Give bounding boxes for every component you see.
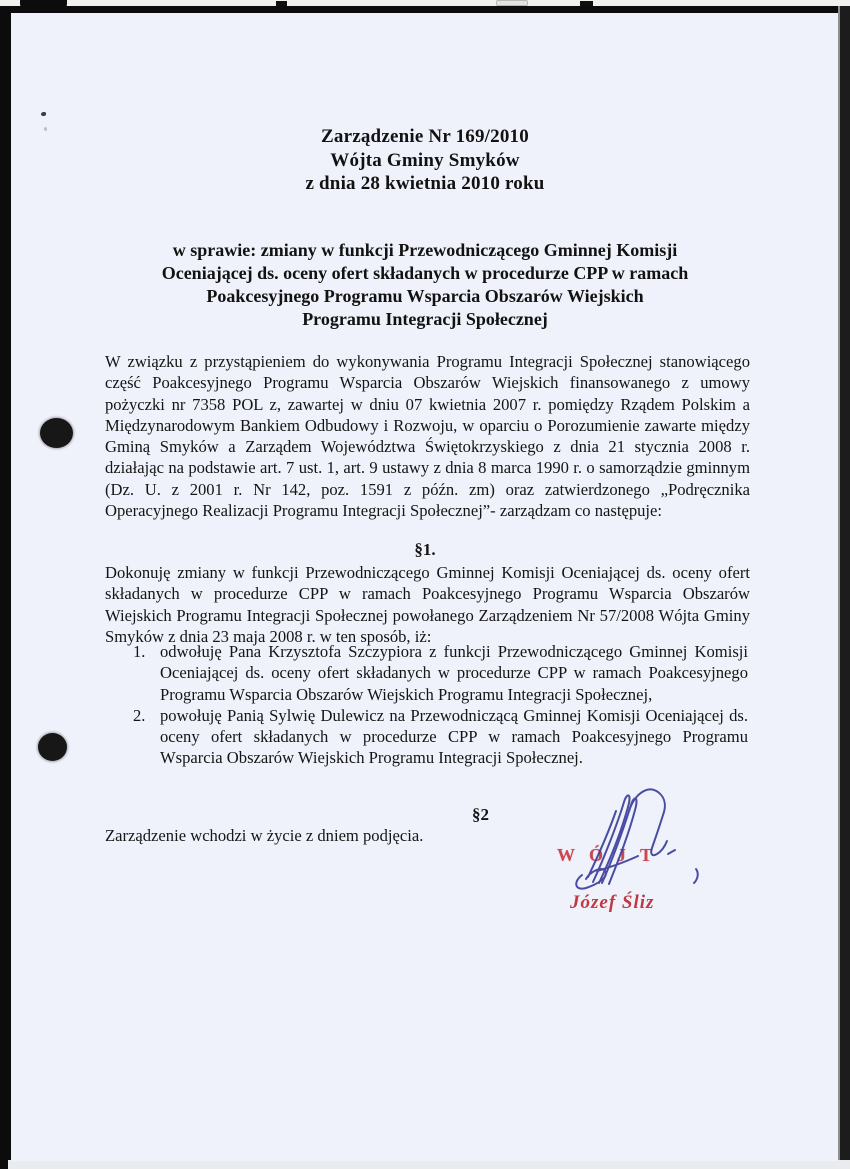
list-item-number: 2. [133, 705, 146, 725]
list-item-text: odwołuję Pana Krzysztofa Szczypiora z funkcji Przewodniczącego Gminnej Komisji Oceniającej ds. oceny ofert składanych w procedurze CPP w ramach Poakcesyjnego Programu Wsparcia Obszarów Wiejskich Programu Integracji Społecznej, [160, 642, 748, 704]
signature-stroke [602, 798, 636, 884]
scan-bottom-edge [8, 1160, 850, 1169]
punch-hole [38, 733, 67, 761]
handwritten-signature-ink [565, 784, 715, 899]
signature-stroke [694, 869, 698, 883]
list-item-number: 1. [133, 642, 146, 661]
title-line: Wójta Gminy Smyków [330, 149, 520, 171]
subject-line: Programu Integracji Społecznej [302, 309, 548, 329]
intro-paragraph: W związku z przystąpieniem do wykonywania Programu Integracji Społecznej stanowiącego część Poakcesyjnego Programu Wsparcia Obszarów Wiejskich finansowanego z umowy pożyczki nr 7358 POL z, zawartej w dniu 07 kwietnia 2007 r. pomiędzy Rządem Polskim a Międzynarodowym Bankiem Odbudowy i Rozwoju, w oparciu o Porozumienie zawarte między Gminą Smyków a Zarządem Województwa Świętokrzyskiego z dnia 21 stycznia 2008 r. działając na podstawie art. 7 ust. 1, art. 9 ustawy z dnia 8 marca 1990 r. o samorządzie gminnym (Dz. U. z 2001 r. Nr 142, poz. 1591 z późn. zm) oraz zatwierdzonego „Podręcznika Operacyjnego Realizacji Programu Integracji Społecznej”- zarządzam co następuje: [105, 352, 750, 521]
scan-speck [41, 112, 46, 116]
section-1-list [133, 641, 748, 769]
list-item [133, 705, 748, 769]
title-line: Zarządzenie Nr 169/2010 [321, 126, 529, 147]
section-1-paragraph: Dokonuję zmiany w funkcji Przewodniczącego Gminnej Komisji Oceniającej ds. oceny ofert składanych w procedurze CPP w ramach Poakcesyjnego Programu Wsparcia Obszarów Wiejskich Programu Integracji Społecznej powołanego Zarządzeniem Nr 57/2008 Wójta Gminy Smyków z dnia 23 maja 2008 r. w ten sposób, iż: [105, 563, 750, 646]
list-item [133, 641, 748, 705]
section-1-heading: §1. [414, 540, 436, 559]
subject-line: Poakcesyjnego Programu Wsparcia Obszarów Wiejskich [206, 286, 644, 306]
document-title [0, 125, 850, 196]
document-subject [0, 239, 850, 331]
wojt-stamp-title: WÓJT [557, 845, 667, 865]
section-2-heading: §2 [472, 805, 489, 824]
section-2-paragraph: Zarządzenie wchodzi w życie z dniem podjęcia. [105, 826, 424, 845]
signature-stroke [668, 850, 675, 854]
title-line: z dnia 28 kwietnia 2010 roku [305, 173, 545, 194]
signer-name-stamp: Józef Śliz [570, 892, 655, 913]
subject-line: Oceniającej ds. oceny ofert składanych w procedurze CPP w ramach [161, 263, 689, 283]
list-item-text: powołuję Panią Sylwię Dulewicz na Przewodniczącą Gminnej Komisji Oceniającej ds. oceny ofert składanych w procedurze CPP w ramach Poakcesyjnego Programu Wsparcia Obszarów Wiejskich Programu Integracji Społecznej. [160, 705, 748, 768]
subject-line: w sprawie: zmiany w funkcji Przewodniczącego Gminnej Komisji [172, 240, 678, 260]
signature-stroke [629, 789, 667, 855]
punch-hole [40, 418, 73, 448]
